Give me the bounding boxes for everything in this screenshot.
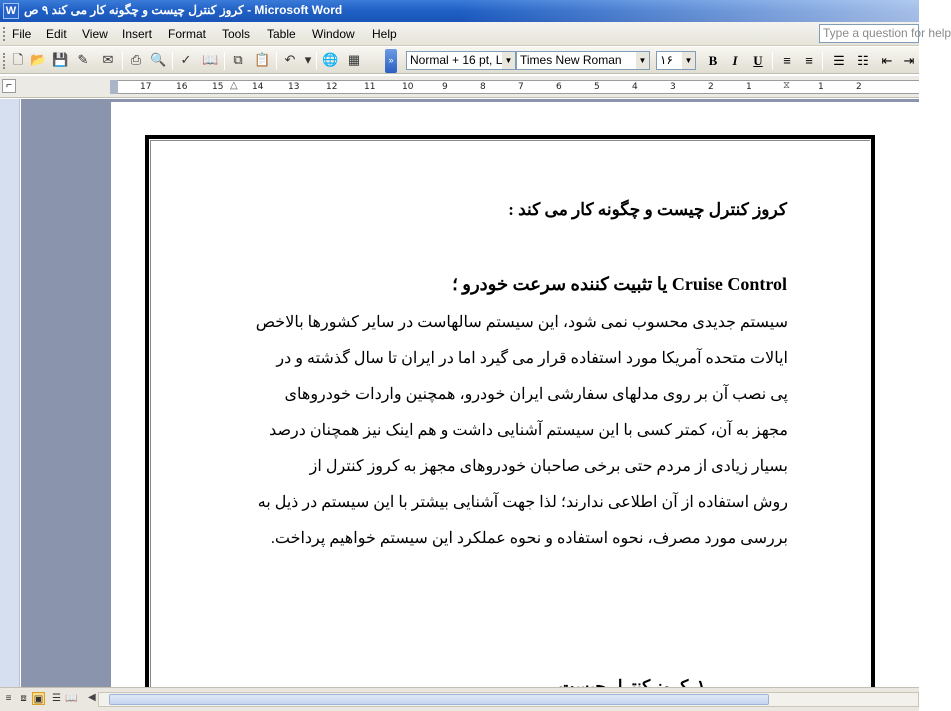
menu-tools[interactable]: Tools	[222, 27, 251, 41]
normal-view-icon[interactable]: ≡	[5, 693, 12, 704]
numbering-icon[interactable]: ☷	[857, 53, 869, 68]
toolbar-separator	[122, 52, 123, 70]
bold-button[interactable]: B	[708, 53, 718, 68]
toolbar-separator	[276, 52, 277, 70]
align-left-icon[interactable]: ≡	[783, 53, 791, 68]
font-dropdown-value: Times New Roman	[520, 53, 622, 67]
menu-bar	[0, 22, 919, 46]
menu-file[interactable]: File	[12, 27, 32, 41]
menu-view[interactable]: View	[82, 27, 108, 41]
doc-paragraph-line[interactable]: بسیار زیادی از مردم حتی برخی صاحبان خودروهای مجهز به کروز کنترل از	[309, 458, 788, 475]
font-dropdown[interactable]	[516, 51, 650, 70]
tab-selector-icon[interactable]: ⌐	[2, 79, 16, 93]
font-size-value: ۱۶	[660, 53, 673, 67]
horizontal-scrollbar[interactable]	[98, 692, 919, 707]
left-indent-marker-icon[interactable]: △	[230, 80, 238, 91]
toolbar-separator	[772, 52, 773, 70]
open-folder-icon[interactable]: 📂	[30, 52, 47, 67]
insert-table-icon[interactable]: ▦	[347, 52, 361, 67]
decrease-indent-icon[interactable]: ⇤	[881, 53, 893, 68]
ruler-number: 16	[176, 82, 188, 92]
undo-dropdown-icon[interactable]: ▾	[304, 52, 312, 67]
window-title: کروز کنترل چیست و چگونه کار می کند ۹ ص - Microsoft Word	[24, 3, 343, 17]
vertical-ruler[interactable]	[0, 99, 20, 687]
paste-icon[interactable]: 📋	[254, 52, 271, 67]
ruler-number: 2	[708, 82, 714, 92]
view-scroll-bar	[0, 687, 919, 711]
title-bar-fade	[459, 0, 919, 22]
line-spacing-icon[interactable]: ☰	[833, 53, 845, 68]
undo-icon[interactable]: ↶	[284, 52, 296, 67]
research-icon[interactable]: 📖	[202, 52, 219, 67]
menu-grip[interactable]	[3, 27, 6, 41]
increase-indent-icon[interactable]: ⇥	[903, 53, 915, 68]
menu-format[interactable]: Format	[168, 27, 207, 41]
toolbar-separator	[172, 52, 173, 70]
save-icon[interactable]: 💾	[52, 52, 69, 67]
chevron-down-icon[interactable]: ▼	[636, 52, 649, 69]
email-icon[interactable]: ✉	[102, 52, 114, 67]
print-icon[interactable]: ⎙	[130, 52, 142, 67]
menu-window[interactable]: Window	[312, 27, 355, 41]
doc-subheading[interactable]: Cruise Control یا تثبیت کننده سرعت خودرو ؛	[452, 274, 787, 294]
document-workspace	[21, 99, 919, 687]
ask-question-input[interactable]: Type a question for help	[819, 24, 919, 43]
ruler-number: 1	[746, 82, 752, 92]
ruler-number: 6	[556, 82, 562, 92]
doc-paragraph-line[interactable]: ایالات متحده آمریکا مورد استفاده قرار می گیرد اما در ایران تا سال گذشته و در	[276, 350, 788, 367]
ruler-number: 7	[518, 82, 524, 92]
toolbar-separator	[822, 52, 823, 70]
underline-button[interactable]: U	[753, 53, 763, 68]
chevron-down-icon[interactable]: ▼	[682, 52, 695, 69]
scrollbar-thumb[interactable]	[109, 694, 769, 705]
ruler-number: 10	[402, 82, 414, 92]
ruler-number: 12	[326, 82, 338, 92]
ruler-margin	[110, 80, 118, 94]
outline-view-icon[interactable]: ☰	[52, 693, 61, 704]
print-preview-icon[interactable]: 🔍	[150, 52, 167, 67]
doc-paragraph-line[interactable]: بررسی مورد مصرف، نحوه استفاده و نحوه عملکرد این سیستم خواهیم پرداخت.	[270, 530, 788, 547]
new-document-icon[interactable]: 🗋	[12, 52, 24, 67]
toolbar-separator	[316, 52, 317, 70]
doc-paragraph-line[interactable]: سیستم جدیدی محسوب نمی شود، این سیستم سالهاست در سایر کشورها بالاخص	[255, 314, 788, 331]
toolbar-separator	[224, 52, 225, 70]
style-dropdown-value: Normal + 16 pt, L	[410, 53, 503, 67]
web-layout-icon[interactable]: ⧈	[20, 693, 27, 704]
ruler-number: 8	[480, 82, 486, 92]
doc-paragraph-line[interactable]: پی نصب آن بر روی مدلهای سفارشی ایران خودرو، همچنین واردات خودروهای	[284, 386, 788, 403]
doc-heading[interactable]: کروز کنترل چیست و چگونه کار می کند :	[508, 200, 787, 219]
word-app-icon[interactable]: W	[3, 3, 19, 19]
doc-paragraph-line[interactable]: روش استفاده از آن اطلاعی ندارند؛ لذا جهت آشنایی بیشتر با این سیستم در ذیل به	[257, 494, 788, 511]
ruler-number: 17	[140, 82, 152, 92]
copy-icon[interactable]: ⧉	[233, 52, 243, 67]
align-center-icon[interactable]: ≡	[805, 53, 813, 68]
title-bar	[0, 0, 919, 22]
permission-icon[interactable]: ✎	[77, 52, 89, 67]
ruler-number: 2	[856, 82, 862, 92]
ruler-number: 5	[594, 82, 600, 92]
ruler-number: 3	[670, 82, 676, 92]
menu-help[interactable]: Help	[372, 27, 397, 41]
toolbar-options-chevron-icon[interactable]: »	[385, 49, 397, 73]
doc-paragraph-line[interactable]: مجهز به آن، کمتر کسی با این سیستم آشنایی داشت و هم اینک نیز همچنان درصد	[269, 422, 788, 439]
font-size-dropdown[interactable]	[656, 51, 696, 70]
hyperlink-icon[interactable]: 🌐	[322, 52, 339, 67]
print-layout-icon[interactable]: ▣	[33, 694, 44, 705]
style-dropdown[interactable]	[406, 51, 516, 70]
horizontal-ruler[interactable]	[118, 80, 919, 94]
ruler-number: 9	[442, 82, 448, 92]
scroll-left-icon[interactable]: ◀	[88, 692, 96, 703]
menu-table[interactable]: Table	[267, 27, 296, 41]
ruler-number: 15	[212, 82, 224, 92]
horizontal-ruler-area	[0, 76, 919, 98]
ruler-number: 4	[632, 82, 638, 92]
ruler-number: 11	[364, 82, 376, 92]
toolbar-grip[interactable]	[3, 53, 6, 69]
menu-edit[interactable]: Edit	[46, 27, 67, 41]
spelling-icon[interactable]: ✓	[180, 52, 192, 67]
chevron-down-icon[interactable]: ▼	[502, 52, 515, 69]
ruler-number: 14	[252, 82, 264, 92]
italic-button[interactable]: I	[732, 53, 738, 68]
right-indent-marker-icon[interactable]: ⧖	[783, 80, 791, 91]
ruler-number: 1	[818, 82, 824, 92]
menu-insert[interactable]: Insert	[122, 27, 153, 41]
ruler-number: 13	[288, 82, 300, 92]
reading-layout-icon[interactable]: 📖	[65, 693, 78, 704]
